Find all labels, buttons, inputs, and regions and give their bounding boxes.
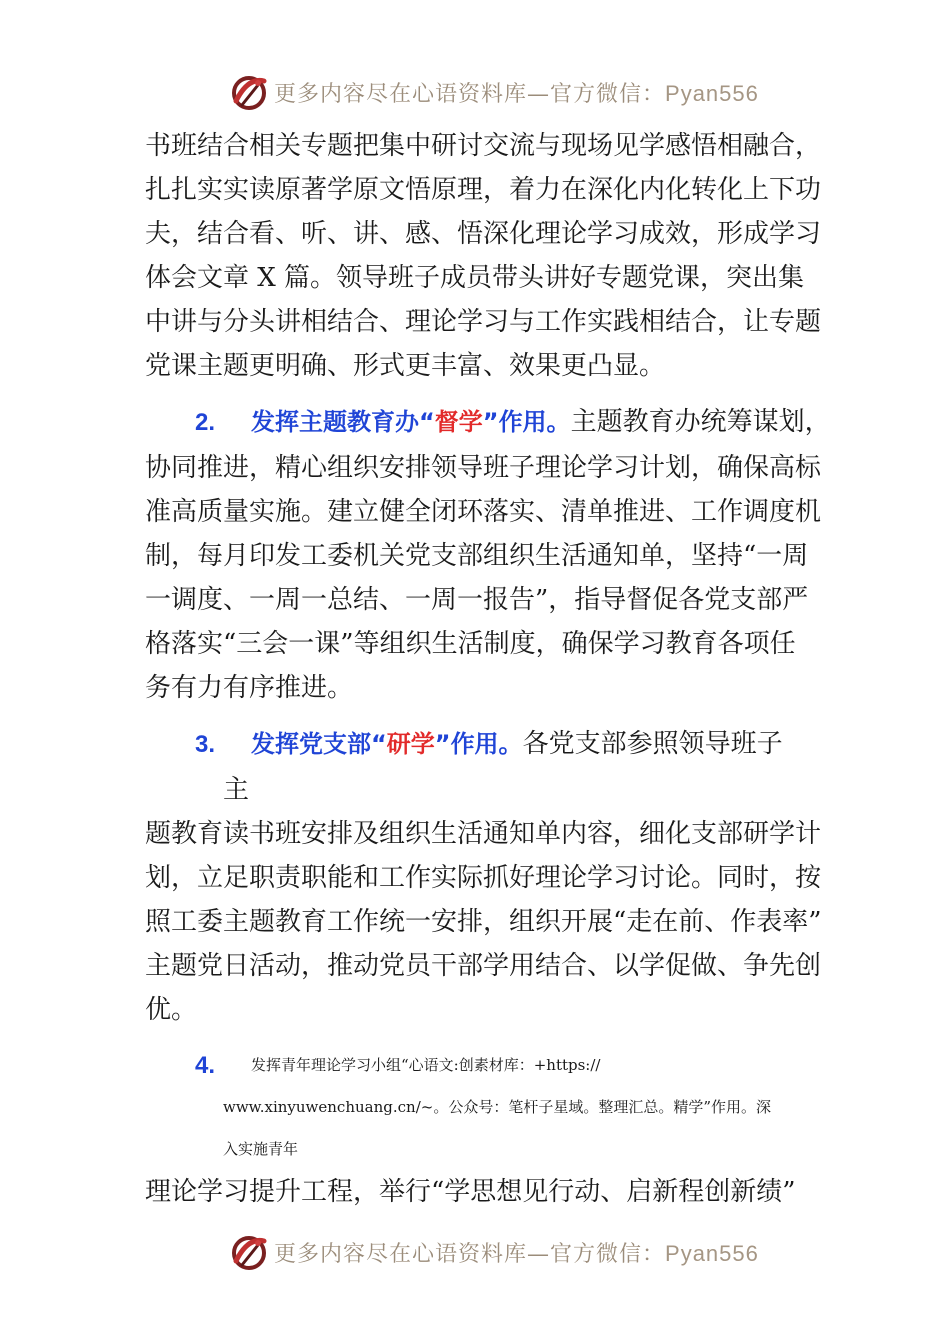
wrapped-text: 主 [223, 775, 250, 805]
section-number: 2. [195, 409, 216, 436]
brand-logo-icon [228, 1231, 270, 1273]
section-title-suffix: 作用。 [450, 730, 523, 758]
text-line: 题教育读书班安排及组织生活通知单内容，细化支部研学计 [145, 819, 822, 849]
footer-watermark-banner [228, 1230, 759, 1274]
section-3-heading [145, 720, 845, 768]
section-number: 3. [195, 731, 216, 758]
section-title: 发挥主题教育办 [251, 408, 419, 436]
quote-open: “ [371, 730, 387, 758]
quote-close: ” [434, 730, 451, 758]
section-title-suffix: 作用。 [498, 408, 571, 436]
text-line: 理论学习提升工程，举行“学思想见行动、启新程创新绩” [145, 1177, 796, 1207]
section-lead-text: 主题教育办统筹谋划， [570, 407, 831, 437]
text-line: 书班结合相关专题把集中研讨交流与现场见学感悟相融合， [145, 131, 822, 161]
section-number: 4. [195, 1052, 216, 1079]
text-line: 务有力有序推进。 [145, 673, 354, 703]
quote-close: ” [482, 408, 499, 436]
section-4-heading [145, 1044, 845, 1086]
section-title: 发挥党支部 [251, 730, 371, 758]
text-line: 制，每月印发工委机关党支部组织生活通知单，坚持“一周 [145, 541, 809, 571]
banner-slogan: 更多内容尽在心语资料库—官方微信： [274, 1241, 666, 1267]
text-line: 协同推进，精心组织安排领导班子理论学习计划，确保高标 [145, 453, 822, 483]
text-line: 党课主题更明确、形式更丰富、效果更凸显。 [145, 351, 666, 381]
small-text-line: 发挥青年理论学习小组“心语文:创素材库：+https:// [251, 1056, 601, 1074]
text-line: 中讲与分头讲相结合、理论学习与工作实践相结合，让专题 [145, 307, 822, 337]
paragraph-1 [145, 124, 845, 388]
section-4 [145, 1044, 845, 1214]
text-line: 格落实“三会一课”等组织生活制度，确保学习教育各项任 [145, 629, 796, 659]
quote-open: “ [419, 408, 435, 436]
section-2 [145, 398, 845, 710]
section-lead-text: 各党支部参照领导班子 [522, 729, 783, 759]
brand-logo-icon [228, 71, 270, 113]
text-line: 扎扎实实读原著学原文悟原理，着力在深化内化转化上下功 [145, 175, 822, 205]
small-text-line: 入实施青年 [223, 1140, 299, 1158]
banner-text [274, 77, 759, 108]
text-line: 优。 [145, 995, 198, 1025]
banner-text [274, 1237, 759, 1268]
banner-wechat-id: Pyan556 [665, 80, 759, 106]
text-line: 一调度、一周一总结、一周一报告”，指导督促各党支部严 [145, 585, 809, 615]
section-3 [145, 720, 845, 1032]
section-keyword: 督学 [434, 408, 483, 436]
text-line: 准高质量实施。建立健全闭环落实、清单推进、工作调度机 [145, 497, 822, 527]
text-line: 夫，结合看、听、讲、感、悟深化理论学习成效，形成学习 [145, 219, 822, 249]
banner-slogan: 更多内容尽在心语资料库—官方微信： [274, 81, 666, 107]
small-text-line: www.xinyuwenchuang.cn/~。公众号：笔杆子星域。整理汇总。精学”作用。深 [223, 1098, 771, 1116]
document-body [145, 124, 845, 1214]
text-line: 划，立足职责职能和工作实际抓好理论学习讨论。同时，按 [145, 863, 822, 893]
text-line: 体会文章 X 篇。领导班子成员带头讲好专题党课，突出集 [145, 263, 805, 293]
section-keyword: 研学 [386, 730, 435, 758]
banner-wechat-id: Pyan556 [665, 1240, 759, 1266]
text-line: 照工委主题教育工作统一安排，组织开展“走在前、作表率” [145, 907, 822, 937]
section-2-heading [145, 398, 845, 446]
text-line: 主题党日活动，推动党员干部学用结合、以学促做、争先创 [145, 951, 822, 981]
header-watermark-banner [228, 70, 759, 114]
